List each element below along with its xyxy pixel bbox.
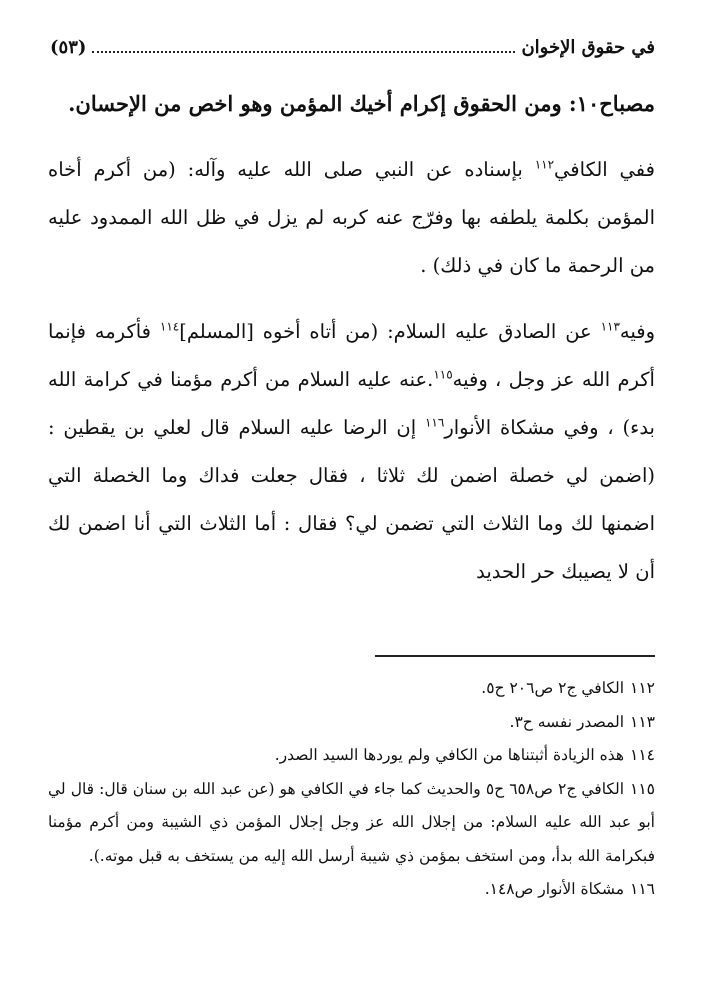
footnote-text: هذه الزيادة أثبتناها من الكافي ولم يوردها السيد الصدر. xyxy=(274,746,625,764)
paragraph-text: إن الرضا عليه السلام قال لعلي بن يقطين : (اضمن لي خصلة اضمن لك ثلاثا ، فقال جعلت فداك وما الخصلة التي اضمنها لك وما الثلاث التي تضمن لي؟ فقال : أما الثلاث التي أنا اضمن لك أن لا يصيبك حر الحديد xyxy=(48,416,655,583)
footnote-112 xyxy=(48,672,655,706)
footnote-116 xyxy=(48,873,655,907)
section-heading: مصباح١٠: ومن الحقوق إكرام أخيك المؤمن وهو اخص من الإحسان. xyxy=(68,91,655,116)
footnote-115 xyxy=(48,773,655,874)
footnote-ref-112[interactable]: ١١٢ xyxy=(534,157,555,172)
footnote-separator xyxy=(375,655,655,657)
paragraph-sadiq xyxy=(48,308,655,596)
paragraph-text: ففي الكافي xyxy=(554,158,655,181)
running-header xyxy=(50,26,655,58)
main-text xyxy=(48,80,655,596)
paragraph-kafi xyxy=(48,146,655,290)
paragraph-text: وفيه xyxy=(619,320,655,343)
paragraph-text: بإسناده عن النبي صلى الله عليه وآله: (من أكرم أخاه المؤمن بكلمة يلطفه بها وفرّج عنه كربه لم يزل في ظل الله الممدود عليه من الرحمة ما كان في ذلك) . xyxy=(48,158,655,277)
footnote-number: ١١٤ xyxy=(630,746,655,764)
footnote-113 xyxy=(48,706,655,740)
footnote-ref-113[interactable]: ١١٣ xyxy=(600,319,620,334)
page-number: (٥٣) xyxy=(50,37,87,58)
footnote-ref-115[interactable]: ١١٥ xyxy=(433,367,453,382)
footnote-114 xyxy=(48,739,655,773)
footnote-text: مشكاة الأنوار ص١٤٨. xyxy=(484,880,625,898)
footnote-number: ١١٦ xyxy=(630,880,655,898)
footnote-number: ١١٣ xyxy=(630,712,655,731)
footnote-text: المصدر نفسه ح٣. xyxy=(509,712,625,731)
footnote-number: ١١٥ xyxy=(630,779,656,798)
footnote-text: الكافي ج٢ ص٢٠٦ ح٥. xyxy=(481,679,625,697)
footnotes xyxy=(48,672,655,907)
paragraph-text: عن الصادق عليه السلام: (من أتاه أخوه [المسلم] xyxy=(179,320,601,343)
header-dot-leader xyxy=(92,51,515,53)
footnote-text: الكافي ج٢ ص٦٥٨ ح٥ والحديث كما جاء في الكافي هو (عن عبد الله بن سنان قال: قال لي أبو عبد الله عليه السلام: من إجلال الله عز وجل إجلال المؤمن ذي الشيبة ومن أكرم مؤمنا فبكرامة الله بدأ، ومن استخف بمؤمن ذي شيبة أرسل الله إليه من يستخف به قبل موته.). xyxy=(48,779,655,865)
footnote-ref-114[interactable]: ١١٤ xyxy=(159,319,180,334)
header-title: في حقوق الإخوان xyxy=(521,37,655,58)
footnote-number: ١١٢ xyxy=(630,679,655,697)
footnote-ref-116[interactable]: ١١٦ xyxy=(424,415,445,430)
paragraph-text: فأكرمه فإنما أكرم الله عز وجل ، وفيه xyxy=(48,320,655,391)
paragraph-text: .عنه عليه السلام من أكرم مؤمنا في كرامة الله بدء) ، وفي مشكاة الأنوار xyxy=(48,368,655,439)
